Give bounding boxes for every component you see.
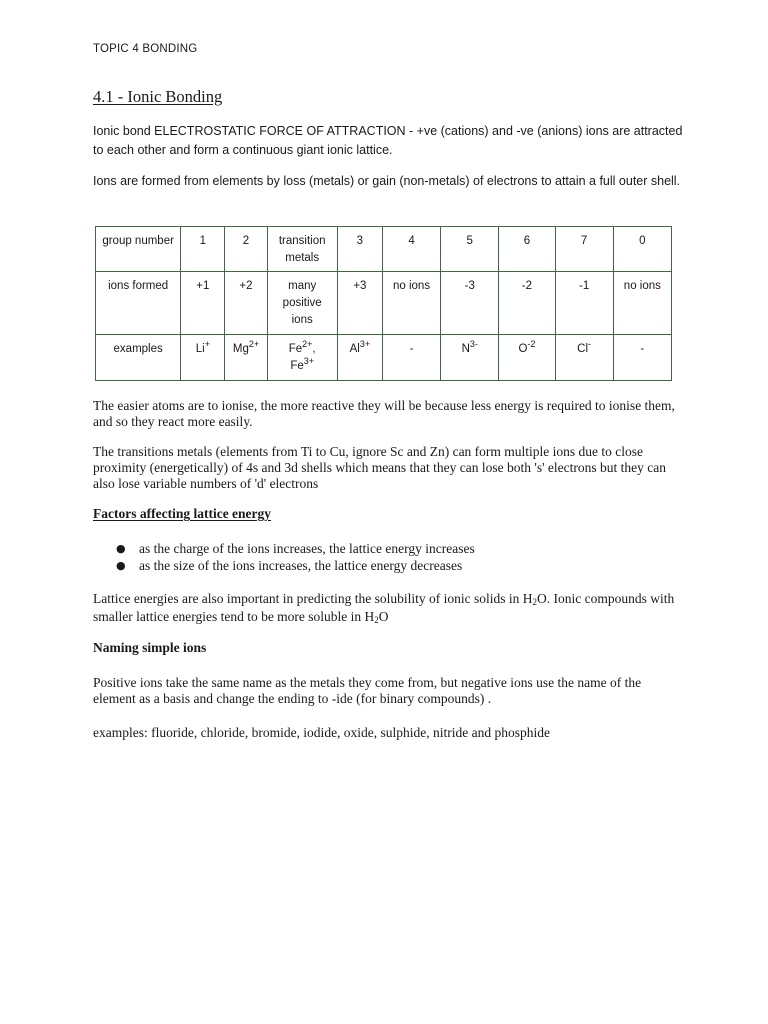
table-cell: 7	[555, 227, 613, 272]
table-cell: +3	[337, 272, 382, 335]
table-cell: 5	[441, 227, 499, 272]
table-cell: 4	[382, 227, 440, 272]
list-item: ● as the charge of the ions increases, the lattice energy increases	[116, 541, 475, 556]
naming-rule-paragraph: Positive ions take the same name as the metals they come from, but negative ions use the name of the element as a basis and change the ending to -ide (for binary compounds) .	[93, 675, 642, 706]
lattice-energy-heading: Factors affecting lattice energy	[93, 506, 272, 521]
bullet-icon: ●	[116, 542, 126, 555]
list-item: ● as the size of the ions increases, the lattice energy decreases	[116, 558, 463, 573]
table-cell: -	[382, 335, 440, 381]
table-cell: -1	[555, 272, 613, 335]
table-cell-ion: Li+	[181, 335, 225, 381]
table-row-group-number	[96, 227, 672, 272]
table-cell-ion: $N^{3-}$	[441, 335, 499, 381]
table-cell: ions formed	[96, 272, 181, 335]
table-row-ions-formed	[96, 272, 672, 335]
naming-ions-heading: Naming simple ions	[93, 640, 207, 655]
section-title: 4.1 - Ionic Bonding	[93, 87, 223, 106]
table-cell: examples	[96, 335, 181, 381]
bullet-icon: ●	[116, 559, 126, 572]
naming-examples-paragraph: examples: fluoride, chloride, bromide, iodide, oxide, sulphide, nitride and phosphide	[93, 725, 551, 740]
table-cell-ion: $Al^{3+}$	[337, 335, 382, 381]
table-row-examples	[96, 335, 672, 381]
table-cell-ion: Cl-	[555, 335, 613, 381]
table-cell: group number	[96, 227, 181, 272]
table-cell: +2	[225, 272, 267, 335]
intro-paragraph-ion-formation: Ions are formed from elements by loss (metals) or gain (non-metals) of electrons to attain a full outer shell.	[93, 174, 681, 188]
table-cell: -	[613, 335, 671, 381]
intro-paragraph-ionic-bond: Ionic bond ELECTROSTATIC FORCE OF ATTRACTION - +ve (cations) and -ve (anions) ions are attracted to each other and form a continuous giant ionic lattice.	[93, 124, 683, 157]
table-cell: +1	[181, 272, 225, 335]
table-cell: 2	[225, 227, 267, 272]
table-cell: no ions	[613, 272, 671, 335]
table-cell: no ions	[382, 272, 440, 335]
running-head: TOPIC 4 BONDING	[93, 43, 198, 55]
table-cell: 3	[337, 227, 382, 272]
table-cell: many positive ions	[267, 272, 337, 335]
table-cell: transition metals	[267, 227, 337, 272]
lattice-factors-list	[116, 540, 475, 574]
table-cell: 6	[499, 227, 555, 272]
table-cell: -3	[441, 272, 499, 335]
table-cell: 1	[181, 227, 225, 272]
table-cell-ion: $O^{-2}$	[499, 335, 555, 381]
table-cell: 0	[613, 227, 671, 272]
solubility-paragraph: Lattice energies are also important in predicting the solubility of ionic solids in $H_2O$. Ionic compounds with smaller lattice energies tend to be more soluble in $H_2O$	[93, 591, 675, 625]
table-cell-ion: $Mg^{2+}$	[225, 335, 267, 381]
table-cell: -2	[499, 272, 555, 335]
transition-metals-paragraph: The transitions metals (elements from Ti to Cu, ignore Sc and Zn) can form multiple ions due to close proximity (energetically) of 4s and 3d shells which means that they can lose both 's' electrons but they can also lose variable numbers of 'd' electrons	[93, 444, 666, 491]
reactivity-paragraph: The easier atoms are to ionise, the more reactive they will be because less energy is required to ionise them, and so they react more easily.	[93, 398, 675, 429]
table-cell-ion: $Fe^{2+}$, $Fe^{3+}$	[267, 335, 337, 381]
ion-formation-table	[95, 226, 672, 381]
